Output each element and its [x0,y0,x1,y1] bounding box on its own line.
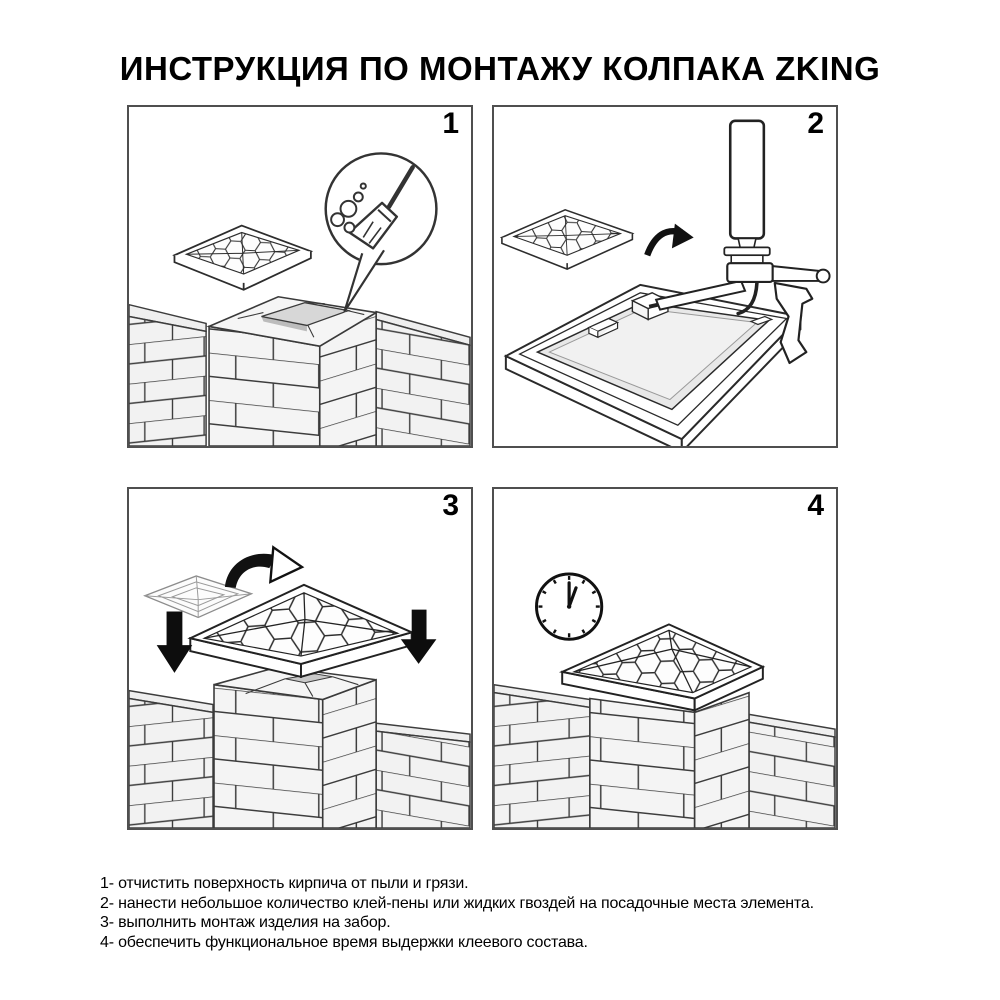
step-line-3: 3- выполнить монтаж изделия на забор. [100,914,391,931]
brick-wall-left [129,691,213,828]
illustration-step-4 [494,489,836,828]
step-panel-4 [492,487,838,830]
cap-underside-tray [506,285,801,446]
pillar-cap-installed [562,624,763,710]
brick-pillar-open-top [209,297,376,446]
flip-arrow-icon [225,547,302,588]
illustration-step-1 [129,107,471,446]
step-line-4: 4- обеспечить функциональное время выдержки клеевого состава. [100,933,588,951]
brick-wall-right [376,723,470,828]
brick-wall-right [376,312,470,446]
step-line-1: 1- отчистить поверхность кирпича от пыли и грязи. [100,875,469,892]
instruction-steps [100,874,814,952]
flip-arrow-icon [647,224,693,256]
clock-icon [537,574,602,639]
brick-wall-left [494,685,590,828]
cap-top-view-small [502,210,632,269]
brick-pillar [214,667,376,828]
panel-number: 1 [442,107,459,140]
page-title: ИНСТРУКЦИЯ ПО МОНТАЖУ КОЛПАКА ZKING [119,50,881,88]
step-panel-1 [127,105,473,448]
illustration-step-3 [129,489,471,828]
pillar-cap [174,226,310,290]
brick-pillar [590,693,749,828]
panel-number: 2 [807,107,824,140]
brick-wall-left [129,305,206,446]
step-panel-3 [127,487,473,830]
panel-number: 4 [807,489,824,522]
illustration-step-2 [494,107,836,446]
panel-number: 3 [442,489,459,522]
step-panel-2 [492,105,838,448]
down-arrow-left [157,612,193,673]
step-line-2: 2- нанести небольшое количество клей-пены или жидких гвоздей на посадочные места элемента. [100,894,814,912]
brick-wall-right [749,714,835,828]
